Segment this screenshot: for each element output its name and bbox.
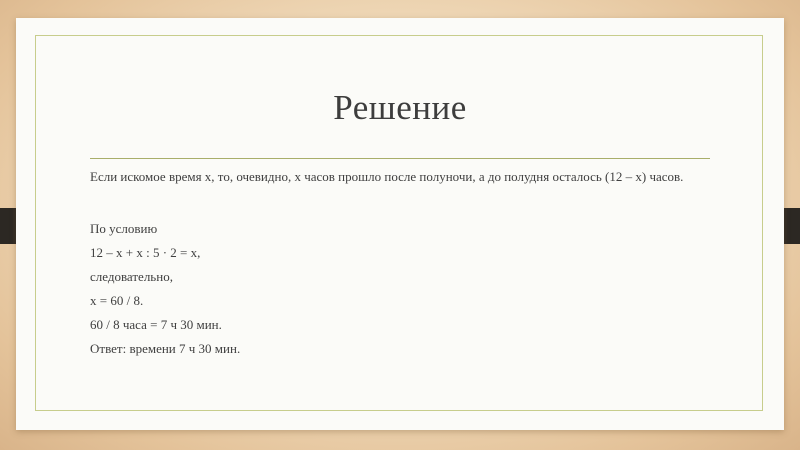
title-underline — [90, 158, 710, 159]
intro-paragraph: Если искомое время x, то, очевидно, x часов прошло после полуночи, а до полудня осталось (12 – x) часов. — [90, 169, 684, 184]
slide-body — [90, 169, 720, 361]
body-line-equation: 12 – x + x : 5 · 2 = x, — [90, 245, 201, 260]
body-line-condition: По условию — [90, 221, 158, 236]
body-line-answer: Ответ: времени 7 ч 30 мин. — [90, 341, 241, 356]
body-line-therefore: следовательно, — [90, 269, 173, 284]
slide-title: Решение — [333, 88, 467, 127]
body-line-conversion: 60 / 8 часа = 7 ч 30 мин. — [90, 317, 222, 332]
slide — [16, 18, 784, 430]
body-line-solution: x = 60 / 8. — [90, 293, 144, 308]
